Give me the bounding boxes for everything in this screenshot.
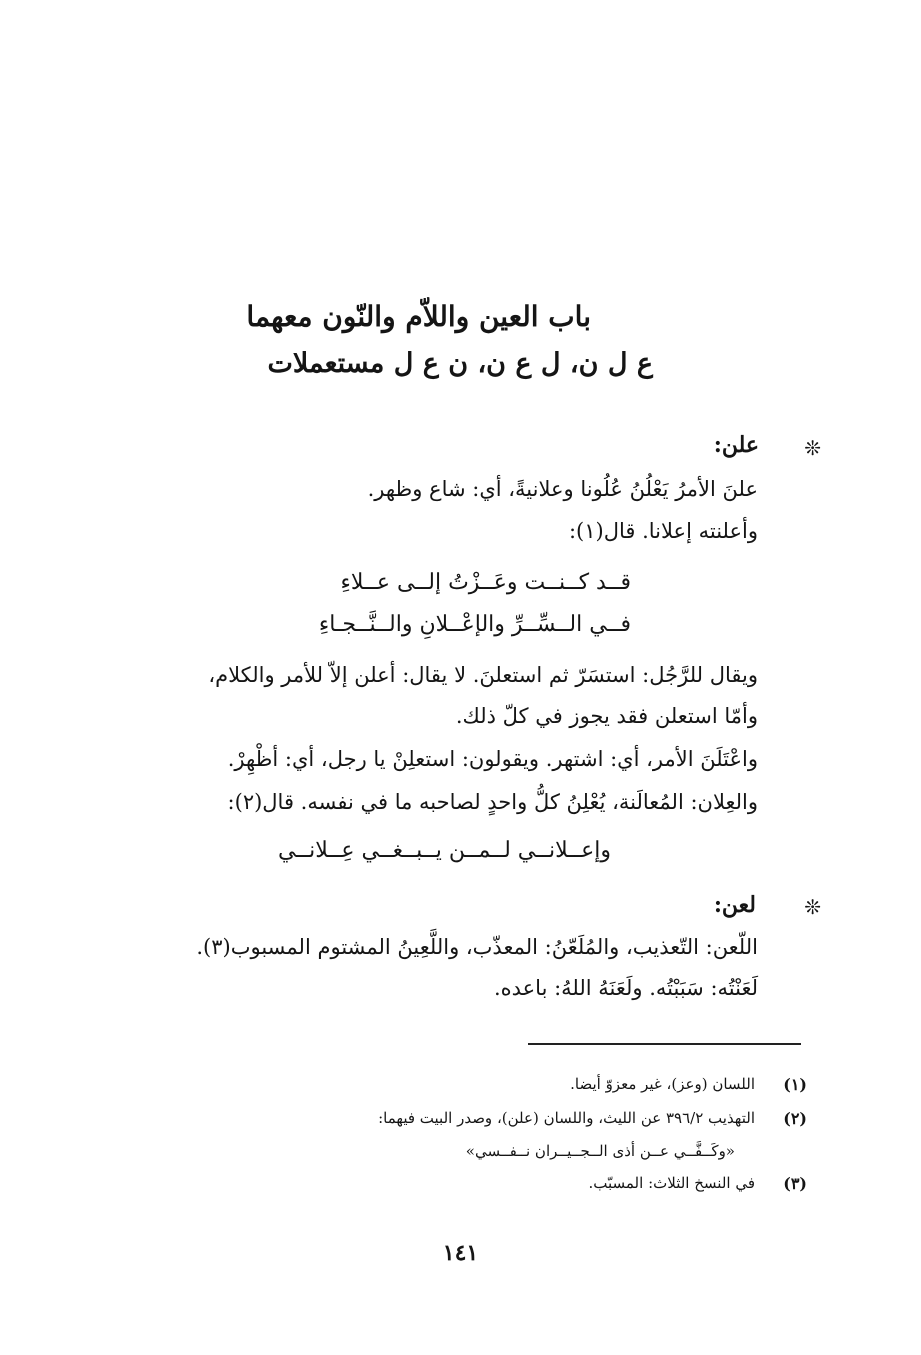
footnote-verse: «وكَــفَّــي عــن أذى الــجــيــران نــفــسي» (465, 1142, 735, 1160)
entry-text-line: والعِلان: المُعالَنة، يُعْلِنُ كلُّ واحدٍ لصاحبه ما في نفسه. قال(٢): (227, 790, 758, 814)
entry-text-line: اللّعن: التّعذيب، والمُلَعّنُ: المعذّب، واللَّعِينُ المشتوم المسبوب(٣). (196, 935, 758, 959)
footnote-text: في النسخ الثلاث: المسبّب. (588, 1174, 755, 1192)
chapter-subtitle: ع ل ن، ل ع ن، ن ع ل مستعملات (267, 348, 653, 379)
footnote-text: اللسان (وعز)، غير معزوّ أيضا. (570, 1075, 755, 1093)
entry-text-line: وأمّا استعلن فقد يجوز في كلّ ذلك. (455, 704, 758, 728)
footnote-number: (٢) (783, 1109, 807, 1128)
chapter-title: باب العين واللاّم والنّون معهما (246, 300, 591, 333)
footnote-text: التهذيب ٣٩٦/٢ عن الليث، واللسان (علن)، وصدر البيت فيهما: (378, 1109, 755, 1127)
entry-marker-icon: ❊ (804, 895, 821, 919)
entry-headword: لعن: (713, 892, 756, 918)
page-number: ١٤١ (442, 1240, 479, 1266)
entry-headword: علن: (713, 432, 759, 458)
entry-text-line: لَعَنْتُه: سَبَبْتُه. ولَعَنَهُ اللهُ: باعده. (493, 976, 758, 1000)
verse-line: وإعــلانــي لــمــن يــبــغــي عِــلانــي (277, 838, 611, 863)
entry-text-line: وأعلنته إعلانا. قال(١): (568, 519, 758, 543)
entry-text-line: علنَ الأمرُ يَعْلُنُ عُلُونا وعلانيةً، أي: شاع وظهر. (367, 477, 758, 501)
verse-line: فــي الــسِّــرِّ والإعْــلانِ والــنَّــجـاءِ (318, 612, 631, 637)
entry-text-line: ويقال للرَّجُل: استسَرّ ثم استعلنَ. لا يقال: أعلن إلاّ للأمر والكلام، (208, 663, 758, 687)
footnote-number: (١) (783, 1075, 807, 1094)
verse-line: قــد كــنــت وعَــزْتُ إلــى عــلاءِ (340, 570, 631, 595)
footnote-number: (٣) (783, 1174, 807, 1193)
entry-marker-icon: ❊ (804, 436, 821, 460)
entry-text-line: واعْتَلَنَ الأمر، أي: اشتهر. ويقولون: استعلِنْ يا رجل، أي: أظْهِرْ. (227, 747, 758, 771)
footnote-separator (528, 1043, 801, 1045)
